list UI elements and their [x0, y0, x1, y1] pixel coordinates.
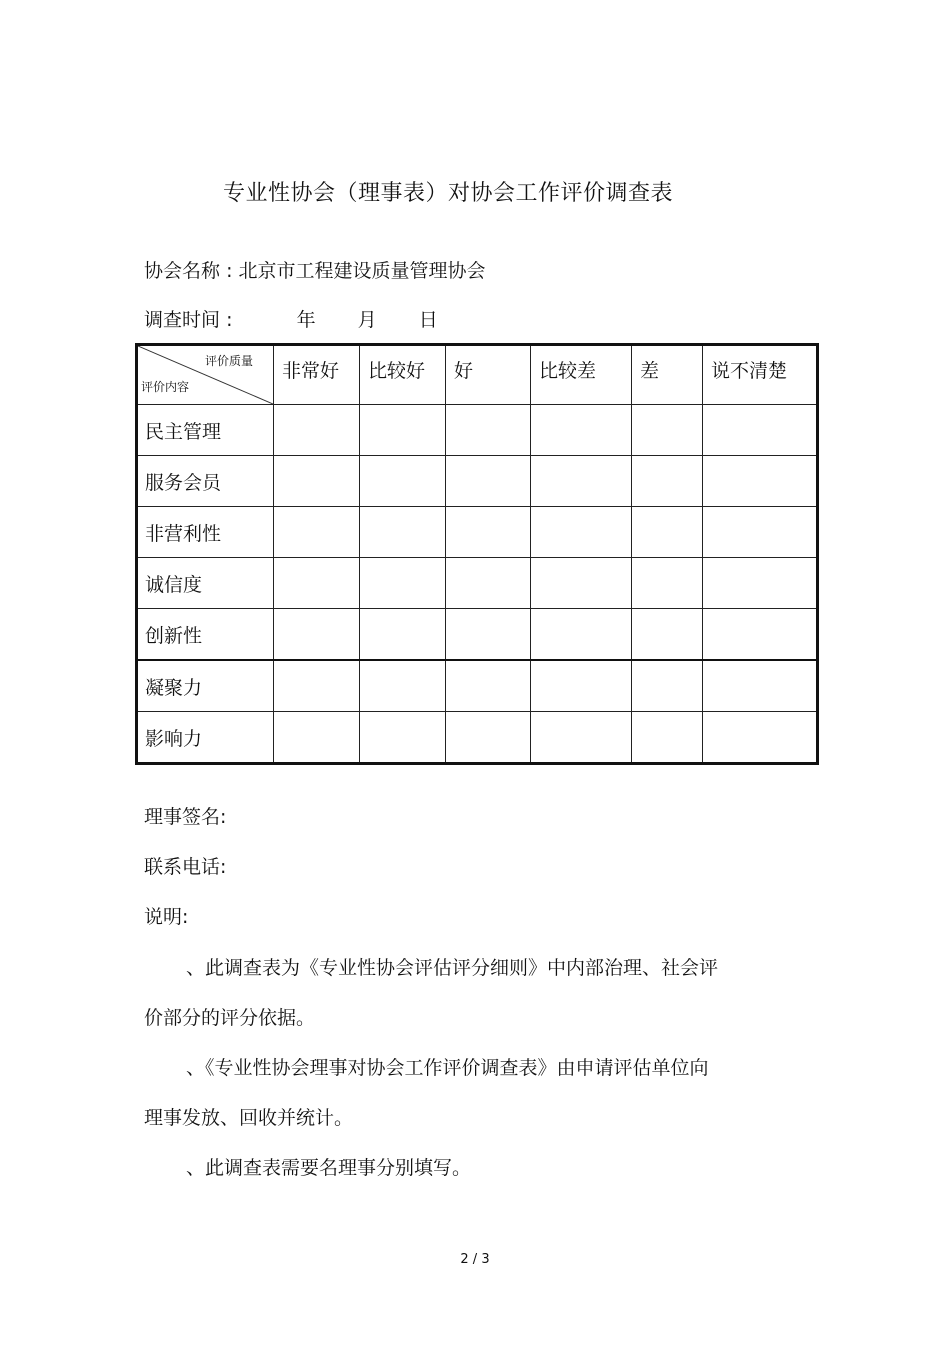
note-1-line-1: 、此调查表为《专业性协会评估评分细则》中内部治理、社会评 — [186, 957, 719, 979]
month-field[interactable]: 月 — [357, 309, 377, 331]
col-header: 说不清楚 — [703, 345, 818, 405]
table-row — [137, 712, 818, 764]
col-header: 非常好 — [274, 345, 360, 405]
row-label: 非营利性 — [137, 507, 274, 558]
rating-cell[interactable] — [274, 609, 360, 661]
col-header: 差 — [632, 345, 703, 405]
col-header: 比较好 — [360, 345, 446, 405]
rating-cell[interactable] — [703, 712, 818, 764]
note-2-line-2: 理事发放、回收并统计。 — [144, 1107, 354, 1129]
rating-cell[interactable] — [274, 507, 360, 558]
rating-cell[interactable] — [531, 456, 632, 507]
rating-cell[interactable] — [446, 405, 531, 456]
table-row — [137, 660, 818, 712]
row-label: 凝聚力 — [137, 660, 274, 712]
table-row — [137, 558, 818, 609]
rating-cell[interactable] — [360, 507, 446, 558]
rating-cell[interactable] — [531, 558, 632, 609]
rating-cell[interactable] — [446, 507, 531, 558]
row-label: 影响力 — [137, 712, 274, 764]
rating-cell[interactable] — [531, 405, 632, 456]
survey-time-line — [144, 305, 438, 332]
rating-cell[interactable] — [360, 660, 446, 712]
rating-cell[interactable] — [703, 456, 818, 507]
table-row — [137, 405, 818, 456]
rating-cell[interactable] — [632, 609, 703, 661]
org-label: 协会名称 — [144, 260, 221, 282]
rating-cell[interactable] — [360, 405, 446, 456]
rating-cell[interactable] — [446, 456, 531, 507]
rating-cell[interactable] — [703, 405, 818, 456]
rating-cell[interactable] — [446, 558, 531, 609]
year-field[interactable]: 年 — [296, 309, 316, 331]
rating-cell[interactable] — [360, 456, 446, 507]
rating-cell[interactable] — [632, 405, 703, 456]
rating-cell[interactable] — [446, 712, 531, 764]
rating-cell[interactable] — [360, 712, 446, 764]
diagonal-header-cell — [137, 345, 274, 405]
corner-bottom-label: 评价内容 — [141, 380, 190, 394]
rating-cell[interactable] — [531, 609, 632, 661]
table-header-row — [137, 345, 818, 405]
rating-cell[interactable] — [632, 558, 703, 609]
evaluation-table — [135, 343, 819, 765]
row-label: 服务会员 — [137, 456, 274, 507]
time-label: 调查时间 — [144, 309, 221, 331]
corner-top-label: 评价质量 — [204, 354, 253, 368]
rating-cell[interactable] — [632, 712, 703, 764]
row-label: 民主管理 — [137, 405, 274, 456]
rating-cell[interactable] — [274, 558, 360, 609]
rating-cell[interactable] — [632, 507, 703, 558]
rating-cell[interactable] — [632, 660, 703, 712]
table-row — [137, 507, 818, 558]
page-number: 2 / 3 — [460, 1252, 490, 1267]
rating-cell[interactable] — [531, 507, 632, 558]
row-label: 创新性 — [137, 609, 274, 661]
rating-cell[interactable] — [274, 660, 360, 712]
day-field[interactable]: 日 — [418, 309, 438, 331]
org-name: 北京市工程建设质量管理协会 — [238, 260, 486, 282]
col-header: 好 — [446, 345, 531, 405]
rating-cell[interactable] — [446, 609, 531, 661]
rating-cell[interactable] — [274, 456, 360, 507]
rating-cell[interactable] — [703, 660, 818, 712]
col-header: 比较差 — [531, 345, 632, 405]
row-label: 诚信度 — [137, 558, 274, 609]
org-separator: : — [226, 260, 233, 282]
rating-cell[interactable] — [703, 609, 818, 661]
phone-label: 联系电话: — [144, 856, 227, 878]
table-row — [137, 456, 818, 507]
rating-cell[interactable] — [274, 405, 360, 456]
rating-cell[interactable] — [274, 712, 360, 764]
signature-label: 理事签名: — [144, 806, 227, 828]
rating-cell[interactable] — [360, 609, 446, 661]
organization-line — [144, 256, 486, 283]
rating-cell[interactable] — [446, 660, 531, 712]
time-separator: : — [226, 309, 233, 331]
rating-cell[interactable] — [531, 660, 632, 712]
rating-cell[interactable] — [531, 712, 632, 764]
table-row — [137, 609, 818, 661]
rating-cell[interactable] — [703, 507, 818, 558]
rating-cell[interactable] — [703, 558, 818, 609]
note-2-line-1: 、《专业性协会理事对协会工作评价调查表》由申请评估单位向 — [186, 1057, 709, 1079]
rating-cell[interactable] — [632, 456, 703, 507]
note-3-line-1: 、此调查表需要名理事分别填写。 — [186, 1157, 472, 1179]
rating-cell[interactable] — [360, 558, 446, 609]
page-title: 专业性协会（理事表）对协会工作评价调查表 — [222, 181, 673, 206]
note-1-line-2: 价部分的评分依据。 — [144, 1007, 316, 1029]
notes-label: 说明: — [144, 906, 189, 928]
